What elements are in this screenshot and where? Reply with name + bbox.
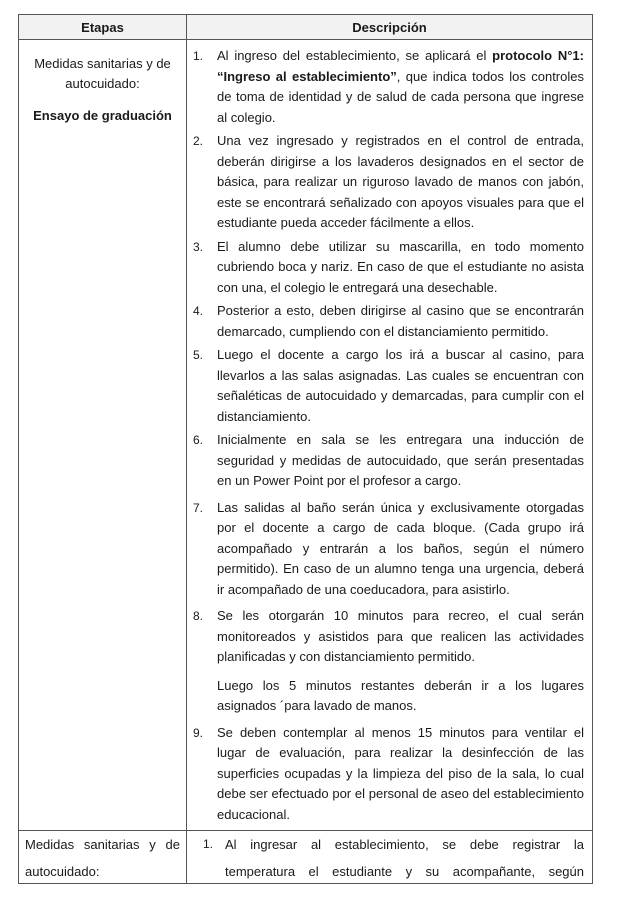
item-number: 7. — [193, 500, 204, 515]
etapa-label-line1: Medidas sanitarias y de — [34, 56, 171, 71]
item-text — [217, 46, 584, 128]
item-text-post: , que indica todos los controles de toma de identidad y de salud de cada persona que ingrese al colegio. — [217, 68, 584, 125]
list-item — [193, 237, 584, 299]
list-item — [193, 723, 584, 826]
table-row — [19, 40, 592, 831]
descripcion-cell — [187, 831, 592, 883]
item-text: El alumno debe utilizar su mascarilla, en todo momento cubriendo boca y nariz. En caso de que el estudiante no asista con una, el colegio le entregará una desechable. — [217, 238, 584, 295]
item-number: 9. — [193, 725, 204, 740]
list-item — [193, 430, 584, 492]
item-text-main: Se les otorgarán 10 minutos para recreo, el cual serán monitoreados y asistidos para que realicen las actividades planificadas y con distanciamiento permitido. — [217, 608, 584, 664]
item-extra-paragraph: Luego los 5 minutos restantes deberán ir a los lugares asignados ´para lavado de manos. — [217, 677, 584, 713]
header-etapas: Etapas — [19, 15, 187, 39]
list-item — [193, 301, 584, 342]
table-row — [19, 831, 592, 883]
list-item — [193, 131, 584, 234]
item-text: Una vez ingresado y registrados en el control de entrada, deberán dirigirse a los lavaderos designados en el sector de básica, para realizar un riguroso lavado de manos con jabón, este se encontrará señalizado con apoyos visuales para que el estudiante pueda acceder fácilmente a ellos. — [217, 133, 584, 230]
item-number: 6. — [193, 433, 204, 447]
table-header — [19, 15, 592, 40]
item-text-line1: Al ingresar al establecimiento, se debe registrar la — [225, 837, 584, 852]
protocol-table — [18, 14, 593, 884]
measures-list — [193, 831, 584, 883]
item-text-pre: Al ingreso del establecimiento, se aplicará el — [217, 48, 493, 63]
item-number: 3. — [193, 239, 204, 254]
item-text: Posterior a esto, deben dirigirse al casino que se encontrarán demarcado, cumpliendo con el distanciamiento permitido. — [217, 303, 584, 339]
item-number: 4. — [193, 304, 204, 318]
etapa-label-line2: autocuidado: — [65, 76, 140, 91]
list-item — [193, 498, 584, 601]
item-text — [217, 606, 584, 717]
item-text-line2: temperatura el estudiante y su acompañante, según — [225, 864, 584, 879]
item-text: Luego el docente a cargo los irá a buscar al casino, para llevarlos a las salas asignadas. Las cuales se encuentran con señaléticas de autocuidado y demarcadas, para cumplir con el distanciamiento. — [217, 347, 584, 424]
protocol-name: protocolo N°1: “Ingreso al establecimiento” — [217, 48, 584, 84]
measures-list — [193, 46, 584, 825]
item-number: 1. — [203, 837, 214, 851]
list-item — [193, 831, 584, 883]
item-text — [225, 831, 584, 883]
item-number: 5. — [193, 348, 204, 362]
header-descripcion: Descripción — [352, 19, 427, 35]
etapa-label-line2: autocuidado: — [25, 864, 100, 879]
item-text: Se deben contemplar al menos 15 minutos para ventilar el lugar de evaluación, para realizar la desinfección de las superficies ocupadas y la limpieza del piso de la sala, lo cual debe ser efectuado por el personal de aseo del establecimiento educacional. — [217, 724, 584, 822]
list-item — [193, 345, 584, 427]
list-item — [193, 606, 584, 717]
etapa-cell — [19, 40, 187, 830]
item-text: Las salidas al baño serán única y exclusivamente otorgadas por el docente a cargo de cada bloque. (Cada grupo irá acompañado y entrarán a los baños, según el número permitido). En caso de un alumno tenga una urgencia, deberá ir acompañado de una coeducadora, para asistirlo. — [217, 499, 584, 597]
etapa-subtitle: Ensayo de graduación — [33, 108, 172, 123]
etapa-label-line1: Medidas sanitarias y de — [25, 837, 180, 852]
etapa-cell — [19, 831, 187, 883]
item-text: Inicialmente en sala se les entregara una inducción de seguridad y medidas de autocuidado, que serán presentadas en un Power Point por el profesor a cargo. — [217, 432, 584, 488]
item-number: 2. — [193, 134, 204, 148]
list-item — [193, 46, 584, 128]
item-number: 1. — [193, 49, 204, 63]
item-number: 8. — [193, 609, 204, 623]
descripcion-cell — [187, 40, 592, 830]
